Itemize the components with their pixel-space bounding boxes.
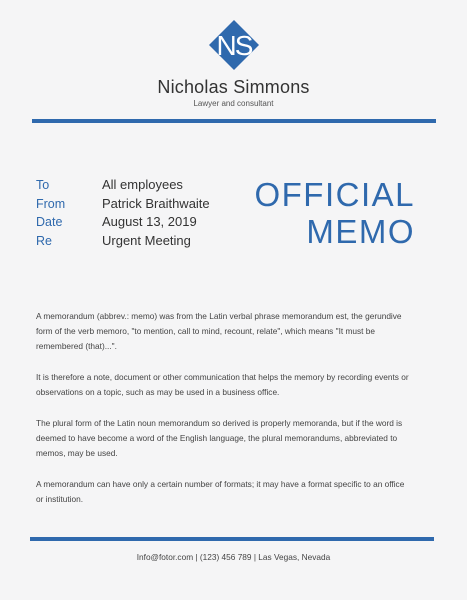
memo-title-line2: MEMO — [306, 213, 415, 250]
top-divider — [32, 119, 436, 123]
field-label: To — [36, 178, 50, 192]
paragraph: It is therefore a note, document or other communication that helps the memory by recording events or observations on a topic, such as may be used in a business office. — [36, 372, 409, 397]
paragraph: A memorandum can have only a certain number of formats; it may have a format specific to an office or institution. — [36, 479, 405, 504]
author-role: Lawyer and consultant — [193, 99, 274, 108]
logo — [208, 19, 260, 71]
memo-title — [254, 176, 415, 250]
contact-footer: Info@fotor.com | (123) 456 789 | Las Vegas, Nevada — [136, 552, 331, 562]
logo-initials: NS — [216, 30, 252, 61]
author-name: Nicholas Simmons — [157, 77, 310, 97]
field-value: August 13, 2019 — [102, 214, 197, 229]
memo-title-line1: OFFICIAL — [254, 176, 415, 213]
field-value: Patrick Braithwaite — [102, 195, 210, 211]
ns-logo-icon — [208, 19, 260, 71]
field-label: Re — [36, 233, 52, 248]
paragraph: The plural form of the Latin noun memorandum so derived is properly memoranda, but if the word is deemed to have become a word of the English language, the plural memorandums, abbreviated to memos, may be used. — [36, 418, 403, 458]
paragraph: A memorandum (abbrev.: memo) was from the Latin verbal phrase memorandum est, the gerundive form of the verb memoro, "to mention, call to mind, recount, relate", which means "It must be remembered (that)...". — [36, 311, 402, 351]
field-value: All employees — [102, 177, 183, 192]
field-value: Urgent Meeting — [102, 232, 191, 248]
bottom-divider — [30, 537, 434, 541]
memo-body — [36, 309, 412, 523]
field-label: From — [36, 196, 66, 211]
field-label: Date — [36, 215, 63, 229]
